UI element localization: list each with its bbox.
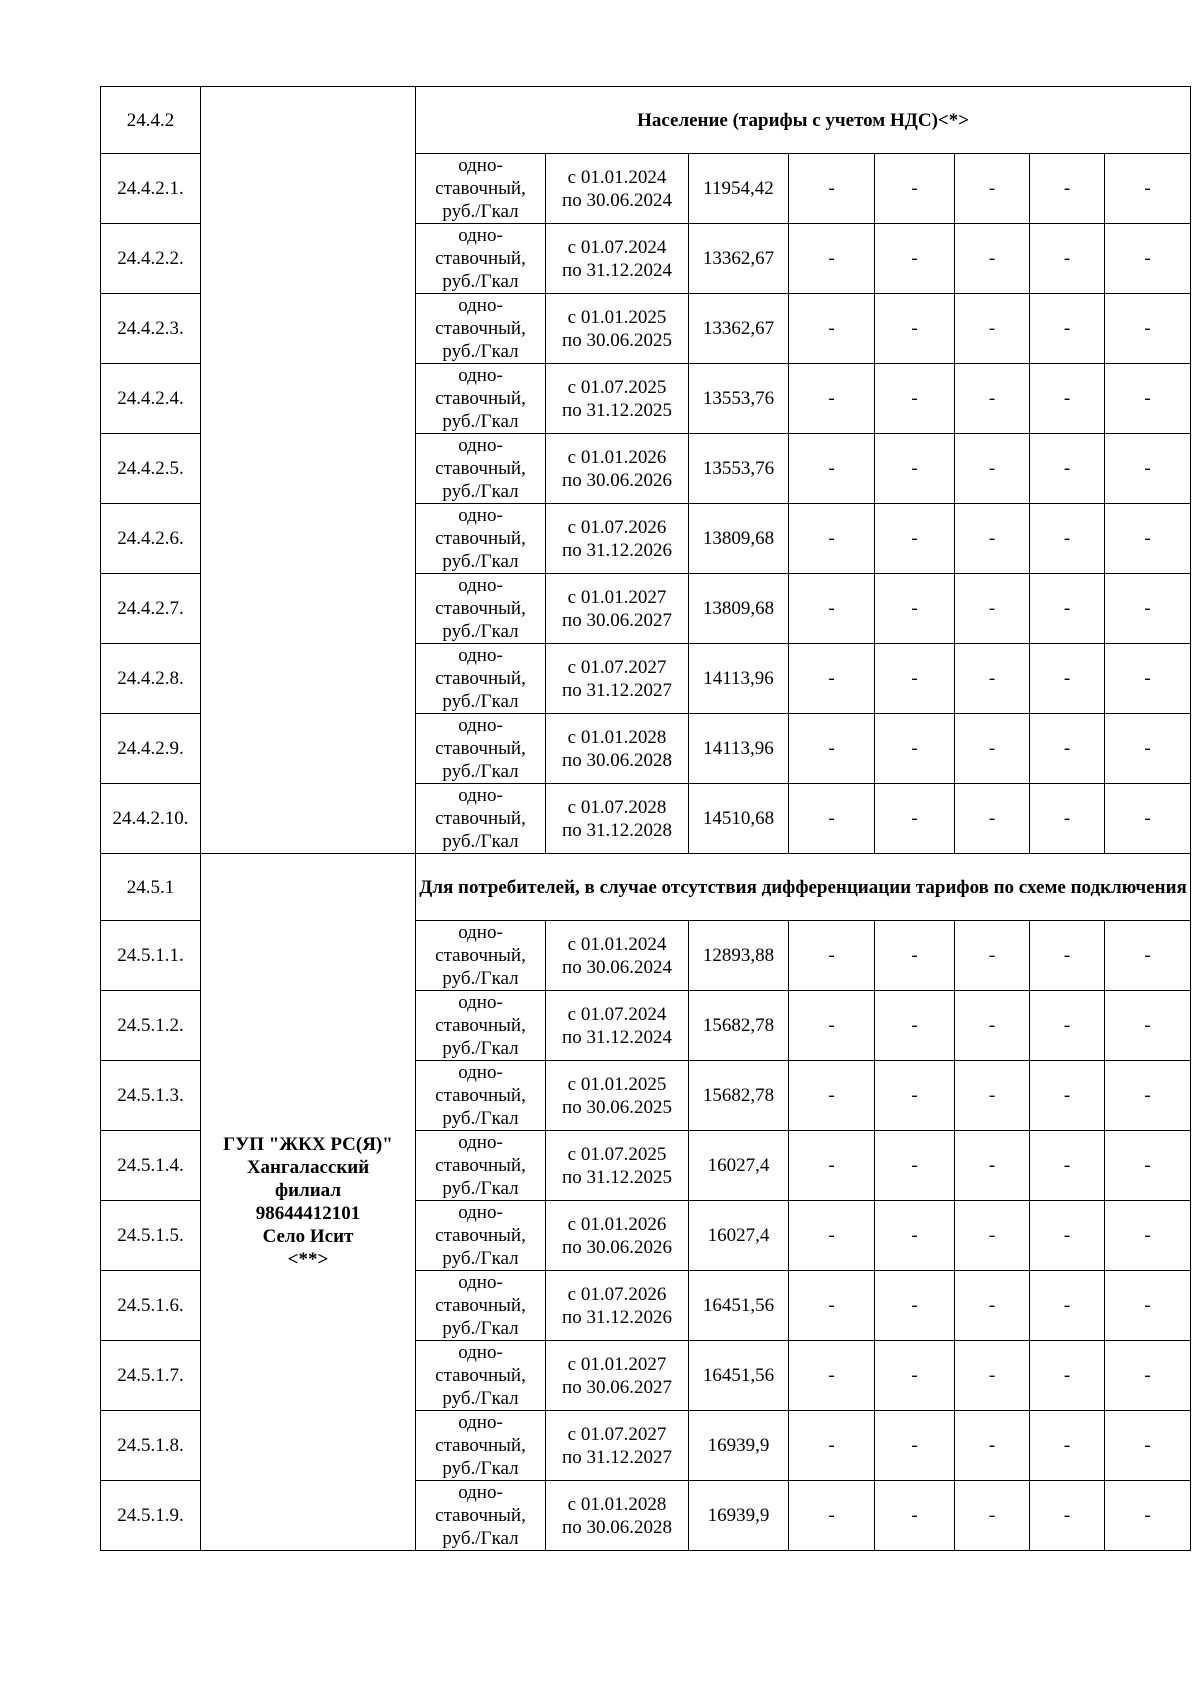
- cell-line: по 31.12.2028: [562, 819, 672, 841]
- tariff-type-cell: [416, 154, 546, 224]
- empty-value-dash: -: [1030, 154, 1105, 224]
- row-code: 24.5.1.1.: [101, 921, 201, 991]
- empty-value-dash: -: [1030, 1341, 1105, 1411]
- period-cell: [546, 574, 689, 644]
- row-code: 24.4.2.9.: [101, 714, 201, 784]
- empty-value-dash: -: [1030, 1481, 1105, 1551]
- empty-value-dash: -: [789, 1481, 875, 1551]
- organization-cell-blank: [201, 87, 416, 854]
- empty-value-dash: -: [955, 224, 1030, 294]
- cell-line: ставочный,: [435, 248, 526, 269]
- empty-value-dash: -: [1030, 434, 1105, 504]
- empty-value-dash: -: [1105, 644, 1191, 714]
- cell-line: руб./Гкал: [442, 271, 519, 292]
- cell-line: руб./Гкал: [442, 1528, 519, 1549]
- cell-line: одно-: [458, 785, 503, 806]
- row-code: 24.5.1.9.: [101, 1481, 201, 1551]
- row-code: 24.4.2.8.: [101, 644, 201, 714]
- tariff-type-cell: [416, 1481, 546, 1551]
- tariff-type-cell: [416, 784, 546, 854]
- empty-value-dash: -: [875, 1341, 955, 1411]
- cell-line: ставочный,: [435, 1225, 526, 1246]
- cell-line: руб./Гкал: [442, 761, 519, 782]
- empty-value-dash: -: [789, 154, 875, 224]
- row-code: 24.5.1.7.: [101, 1341, 201, 1411]
- cell-line: ставочный,: [435, 738, 526, 759]
- cell-line: одно-: [458, 155, 503, 176]
- cell-line: по 31.12.2026: [562, 539, 672, 561]
- empty-value-dash: -: [789, 1411, 875, 1481]
- cell-line: ставочный,: [435, 945, 526, 966]
- cell-line: руб./Гкал: [442, 1038, 519, 1059]
- row-code: 24.4.2.1.: [101, 154, 201, 224]
- period-cell: [546, 644, 689, 714]
- cell-line: с 01.01.2026: [567, 1213, 667, 1235]
- row-code: 24.5.1.8.: [101, 1411, 201, 1481]
- row-code: 24.4.2.6.: [101, 504, 201, 574]
- tariff-value: 16027,4: [689, 1201, 789, 1271]
- empty-value-dash: -: [789, 921, 875, 991]
- empty-value-dash: -: [1105, 504, 1191, 574]
- empty-value-dash: -: [1105, 224, 1191, 294]
- period-cell: [546, 364, 689, 434]
- cell-line: с 01.07.2028: [567, 796, 667, 818]
- empty-value-dash: -: [955, 921, 1030, 991]
- cell-line: одно-: [458, 295, 503, 316]
- cell-line: ставочный,: [435, 1085, 526, 1106]
- cell-line: по 30.06.2028: [562, 1516, 672, 1538]
- empty-value-dash: -: [1105, 1341, 1191, 1411]
- empty-value-dash: -: [1030, 991, 1105, 1061]
- tariff-value: 14113,96: [689, 714, 789, 784]
- empty-value-dash: -: [955, 574, 1030, 644]
- empty-value-dash: -: [875, 1131, 955, 1201]
- empty-value-dash: -: [875, 224, 955, 294]
- empty-value-dash: -: [1105, 294, 1191, 364]
- cell-line: с 01.07.2027: [567, 1423, 667, 1445]
- tariff-value: 13553,76: [689, 364, 789, 434]
- cell-line: с 01.01.2028: [567, 726, 667, 748]
- cell-line: с 01.07.2027: [567, 656, 667, 678]
- cell-line: с 01.07.2024: [567, 1003, 667, 1025]
- cell-line: по 31.12.2024: [562, 259, 672, 281]
- cell-line: одно-: [458, 922, 503, 943]
- cell-line: по 30.06.2027: [562, 609, 672, 631]
- empty-value-dash: -: [789, 504, 875, 574]
- cell-line: руб./Гкал: [442, 1388, 519, 1409]
- empty-value-dash: -: [789, 434, 875, 504]
- empty-value-dash: -: [1030, 1061, 1105, 1131]
- empty-value-dash: -: [955, 714, 1030, 784]
- period-cell: [546, 1481, 689, 1551]
- empty-value-dash: -: [955, 1201, 1030, 1271]
- cell-line: ставочный,: [435, 458, 526, 479]
- tariff-type-cell: [416, 644, 546, 714]
- cell-line: руб./Гкал: [442, 968, 519, 989]
- cell-line: руб./Гкал: [442, 621, 519, 642]
- cell-line: по 30.06.2025: [562, 329, 672, 351]
- period-cell: [546, 1131, 689, 1201]
- cell-line: 98644412101: [255, 1203, 361, 1224]
- cell-line: с 01.01.2025: [567, 1073, 667, 1095]
- empty-value-dash: -: [875, 1481, 955, 1551]
- empty-value-dash: -: [1030, 714, 1105, 784]
- empty-value-dash: -: [875, 294, 955, 364]
- cell-line: Село Исит: [262, 1226, 354, 1247]
- cell-line: одно-: [458, 1342, 503, 1363]
- tariff-value: 16027,4: [689, 1131, 789, 1201]
- empty-value-dash: -: [955, 294, 1030, 364]
- empty-value-dash: -: [1105, 434, 1191, 504]
- cell-line: руб./Гкал: [442, 341, 519, 362]
- tariff-type-cell: [416, 294, 546, 364]
- empty-value-dash: -: [789, 1201, 875, 1271]
- cell-line: одно-: [458, 435, 503, 456]
- empty-value-dash: -: [789, 364, 875, 434]
- cell-line: по 30.06.2028: [562, 749, 672, 771]
- tariff-type-cell: [416, 224, 546, 294]
- empty-value-dash: -: [955, 991, 1030, 1061]
- period-cell: [546, 784, 689, 854]
- empty-value-dash: -: [1030, 224, 1105, 294]
- empty-value-dash: -: [789, 1271, 875, 1341]
- section-title: Для потребителей, в случае отсутствия дифференциации тарифов по схеме подключения: [416, 854, 1191, 921]
- tariff-value: 13553,76: [689, 434, 789, 504]
- cell-line: с 01.07.2026: [567, 1283, 667, 1305]
- tariff-type-cell: [416, 504, 546, 574]
- period-cell: [546, 714, 689, 784]
- row-code: 24.4.2.2.: [101, 224, 201, 294]
- period-cell: [546, 224, 689, 294]
- empty-value-dash: -: [875, 434, 955, 504]
- cell-line: одно-: [458, 992, 503, 1013]
- row-code: 24.4.2.10.: [101, 784, 201, 854]
- section-code: 24.5.1: [101, 854, 201, 921]
- empty-value-dash: -: [1105, 1061, 1191, 1131]
- cell-line: ГУП "ЖКХ РС(Я)": [223, 1134, 393, 1155]
- period-cell: [546, 1271, 689, 1341]
- section-code: 24.4.2: [101, 87, 201, 154]
- cell-line: по 31.12.2024: [562, 1026, 672, 1048]
- cell-line: <**>: [287, 1249, 329, 1270]
- empty-value-dash: -: [875, 1201, 955, 1271]
- cell-line: одно-: [458, 225, 503, 246]
- period-cell: [546, 991, 689, 1061]
- cell-line: ставочный,: [435, 1155, 526, 1176]
- empty-value-dash: -: [1030, 644, 1105, 714]
- cell-line: Хангаласский: [246, 1157, 370, 1178]
- cell-line: ставочный,: [435, 318, 526, 339]
- cell-line: с 01.07.2026: [567, 516, 667, 538]
- row-code: 24.4.2.7.: [101, 574, 201, 644]
- cell-line: одно-: [458, 575, 503, 596]
- cell-line: с 01.07.2025: [567, 376, 667, 398]
- tariff-value: 16451,56: [689, 1341, 789, 1411]
- cell-line: одно-: [458, 1062, 503, 1083]
- period-cell: [546, 1411, 689, 1481]
- cell-line: одно-: [458, 365, 503, 386]
- cell-line: руб./Гкал: [442, 831, 519, 852]
- cell-line: по 30.06.2024: [562, 956, 672, 978]
- empty-value-dash: -: [955, 154, 1030, 224]
- empty-value-dash: -: [1030, 1131, 1105, 1201]
- tariff-value: 15682,78: [689, 1061, 789, 1131]
- cell-line: по 31.12.2027: [562, 1446, 672, 1468]
- tariff-value: 13362,67: [689, 294, 789, 364]
- row-code: 24.5.1.6.: [101, 1271, 201, 1341]
- empty-value-dash: -: [789, 1131, 875, 1201]
- row-code: 24.4.2.3.: [101, 294, 201, 364]
- tariff-value: 13809,68: [689, 504, 789, 574]
- empty-value-dash: -: [1105, 1481, 1191, 1551]
- cell-line: с 01.01.2026: [567, 446, 667, 468]
- cell-line: ставочный,: [435, 1365, 526, 1386]
- empty-value-dash: -: [789, 991, 875, 1061]
- row-code: 24.5.1.5.: [101, 1201, 201, 1271]
- tariff-value: 11954,42: [689, 154, 789, 224]
- cell-line: ставочный,: [435, 1435, 526, 1456]
- tariff-value: 16939,9: [689, 1411, 789, 1481]
- cell-line: филиал: [274, 1180, 342, 1201]
- cell-line: по 30.06.2026: [562, 1236, 672, 1258]
- empty-value-dash: -: [1030, 574, 1105, 644]
- empty-value-dash: -: [875, 1061, 955, 1131]
- empty-value-dash: -: [955, 1271, 1030, 1341]
- cell-line: по 31.12.2025: [562, 1166, 672, 1188]
- tariff-type-cell: [416, 1201, 546, 1271]
- tariff-type-cell: [416, 1341, 546, 1411]
- empty-value-dash: -: [1105, 784, 1191, 854]
- empty-value-dash: -: [955, 364, 1030, 434]
- cell-line: с 01.01.2028: [567, 1493, 667, 1515]
- row-code: 24.4.2.5.: [101, 434, 201, 504]
- empty-value-dash: -: [789, 1341, 875, 1411]
- empty-value-dash: -: [875, 364, 955, 434]
- cell-line: руб./Гкал: [442, 411, 519, 432]
- row-code: 24.5.1.2.: [101, 991, 201, 1061]
- cell-line: с 01.01.2024: [567, 166, 667, 188]
- empty-value-dash: -: [875, 1271, 955, 1341]
- empty-value-dash: -: [1105, 714, 1191, 784]
- cell-line: одно-: [458, 1272, 503, 1293]
- tariff-value: 14113,96: [689, 644, 789, 714]
- cell-line: по 31.12.2026: [562, 1306, 672, 1328]
- cell-line: руб./Гкал: [442, 1108, 519, 1129]
- tariff-type-cell: [416, 1271, 546, 1341]
- row-code: 24.4.2.4.: [101, 364, 201, 434]
- cell-line: ставочный,: [435, 808, 526, 829]
- empty-value-dash: -: [1030, 921, 1105, 991]
- cell-line: одно-: [458, 505, 503, 526]
- tariff-value: 13809,68: [689, 574, 789, 644]
- cell-line: одно-: [458, 1132, 503, 1153]
- empty-value-dash: -: [789, 784, 875, 854]
- tariff-value: 13362,67: [689, 224, 789, 294]
- cell-line: с 01.01.2024: [567, 933, 667, 955]
- cell-line: с 01.01.2025: [567, 306, 667, 328]
- cell-line: ставочный,: [435, 388, 526, 409]
- empty-value-dash: -: [955, 784, 1030, 854]
- empty-value-dash: -: [875, 574, 955, 644]
- row-code: 24.5.1.4.: [101, 1131, 201, 1201]
- empty-value-dash: -: [955, 1131, 1030, 1201]
- tariff-type-cell: [416, 1411, 546, 1481]
- cell-line: по 30.06.2027: [562, 1376, 672, 1398]
- cell-line: по 31.12.2027: [562, 679, 672, 701]
- cell-line: одно-: [458, 645, 503, 666]
- empty-value-dash: -: [1105, 1131, 1191, 1201]
- tariff-type-cell: [416, 434, 546, 504]
- cell-line: с 01.01.2027: [567, 1353, 667, 1375]
- empty-value-dash: -: [955, 504, 1030, 574]
- period-cell: [546, 1341, 689, 1411]
- tariff-value: 16939,9: [689, 1481, 789, 1551]
- empty-value-dash: -: [1105, 1411, 1191, 1481]
- empty-value-dash: -: [1105, 1271, 1191, 1341]
- empty-value-dash: -: [875, 784, 955, 854]
- empty-value-dash: -: [955, 1061, 1030, 1131]
- period-cell: [546, 434, 689, 504]
- cell-line: по 30.06.2024: [562, 189, 672, 211]
- empty-value-dash: -: [1030, 1201, 1105, 1271]
- empty-value-dash: -: [1030, 364, 1105, 434]
- empty-value-dash: -: [1105, 991, 1191, 1061]
- period-cell: [546, 504, 689, 574]
- empty-value-dash: -: [1030, 1411, 1105, 1481]
- empty-value-dash: -: [1030, 294, 1105, 364]
- cell-line: одно-: [458, 1412, 503, 1433]
- empty-value-dash: -: [1030, 784, 1105, 854]
- empty-value-dash: -: [1105, 154, 1191, 224]
- cell-line: ставочный,: [435, 1505, 526, 1526]
- tariff-type-cell: [416, 364, 546, 434]
- empty-value-dash: -: [1030, 504, 1105, 574]
- cell-line: ставочный,: [435, 598, 526, 619]
- empty-value-dash: -: [955, 1411, 1030, 1481]
- period-cell: [546, 294, 689, 364]
- tariff-value: 16451,56: [689, 1271, 789, 1341]
- row-code: 24.5.1.3.: [101, 1061, 201, 1131]
- cell-line: одно-: [458, 715, 503, 736]
- empty-value-dash: -: [1030, 1271, 1105, 1341]
- cell-line: с 01.01.2027: [567, 586, 667, 608]
- tariff-type-cell: [416, 921, 546, 991]
- cell-line: ставочный,: [435, 668, 526, 689]
- cell-line: руб./Гкал: [442, 1248, 519, 1269]
- tariff-table-body: [101, 87, 1191, 1551]
- empty-value-dash: -: [875, 714, 955, 784]
- cell-line: руб./Гкал: [442, 201, 519, 222]
- empty-value-dash: -: [789, 224, 875, 294]
- empty-value-dash: -: [789, 714, 875, 784]
- section-header-row: [101, 87, 1191, 154]
- cell-line: с 01.07.2024: [567, 236, 667, 258]
- period-cell: [546, 921, 689, 991]
- empty-value-dash: -: [789, 294, 875, 364]
- cell-line: ставочный,: [435, 1015, 526, 1036]
- empty-value-dash: -: [789, 1061, 875, 1131]
- cell-line: одно-: [458, 1482, 503, 1503]
- cell-line: руб./Гкал: [442, 551, 519, 572]
- period-cell: [546, 1061, 689, 1131]
- section-title: Население (тарифы с учетом НДС)<*>: [416, 87, 1191, 154]
- empty-value-dash: -: [955, 1481, 1030, 1551]
- empty-value-dash: -: [875, 921, 955, 991]
- tariff-table: [100, 86, 1191, 1551]
- cell-line: ставочный,: [435, 528, 526, 549]
- cell-line: руб./Гкал: [442, 1458, 519, 1479]
- empty-value-dash: -: [955, 1341, 1030, 1411]
- tariff-value: 15682,78: [689, 991, 789, 1061]
- empty-value-dash: -: [875, 644, 955, 714]
- tariff-value: 12893,88: [689, 921, 789, 991]
- empty-value-dash: -: [789, 644, 875, 714]
- tariff-type-cell: [416, 714, 546, 784]
- cell-line: по 30.06.2026: [562, 469, 672, 491]
- tariff-type-cell: [416, 574, 546, 644]
- cell-line: руб./Гкал: [442, 691, 519, 712]
- empty-value-dash: -: [875, 154, 955, 224]
- empty-value-dash: -: [875, 991, 955, 1061]
- cell-line: ставочный,: [435, 178, 526, 199]
- cell-line: руб./Гкал: [442, 481, 519, 502]
- cell-line: с 01.07.2025: [567, 1143, 667, 1165]
- empty-value-dash: -: [1105, 574, 1191, 644]
- cell-line: одно-: [458, 1202, 503, 1223]
- empty-value-dash: -: [875, 1411, 955, 1481]
- empty-value-dash: -: [789, 574, 875, 644]
- period-cell: [546, 1201, 689, 1271]
- cell-line: руб./Гкал: [442, 1318, 519, 1339]
- organization-cell: [201, 854, 416, 1551]
- cell-line: по 31.12.2025: [562, 399, 672, 421]
- section-header-row: [101, 854, 1191, 921]
- cell-line: руб./Гкал: [442, 1178, 519, 1199]
- empty-value-dash: -: [1105, 1201, 1191, 1271]
- cell-line: ставочный,: [435, 1295, 526, 1316]
- empty-value-dash: -: [1105, 364, 1191, 434]
- cell-line: по 30.06.2025: [562, 1096, 672, 1118]
- empty-value-dash: -: [1105, 921, 1191, 991]
- period-cell: [546, 154, 689, 224]
- empty-value-dash: -: [955, 434, 1030, 504]
- tariff-type-cell: [416, 991, 546, 1061]
- tariff-value: 14510,68: [689, 784, 789, 854]
- tariff-type-cell: [416, 1061, 546, 1131]
- empty-value-dash: -: [875, 504, 955, 574]
- tariff-type-cell: [416, 1131, 546, 1201]
- empty-value-dash: -: [955, 644, 1030, 714]
